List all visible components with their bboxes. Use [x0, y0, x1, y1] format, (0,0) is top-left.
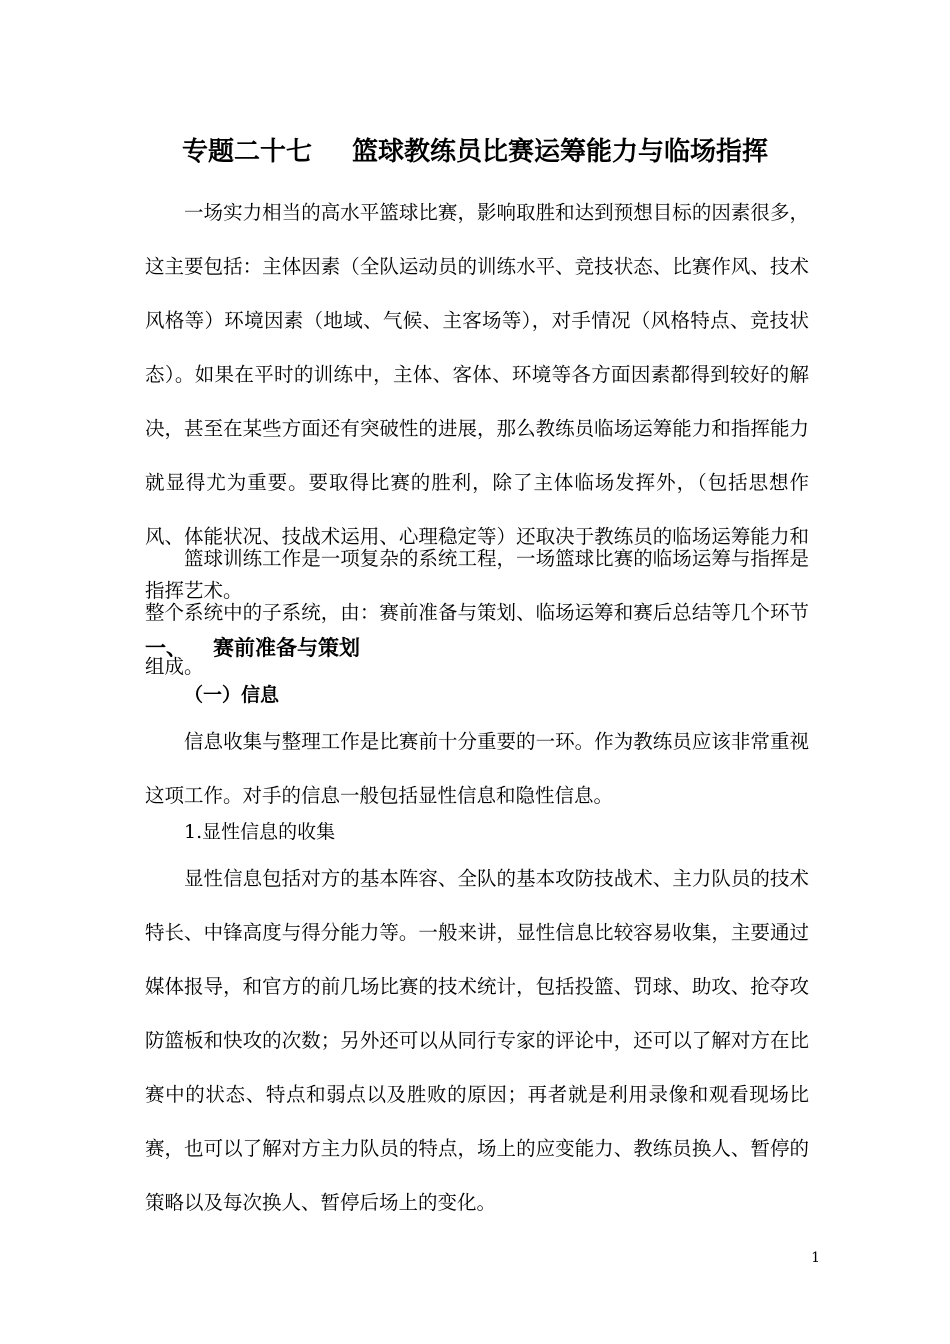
title-main: 篮球教练员比赛运筹能力与临场指挥 [352, 137, 769, 167]
paragraph-info: 信息收集与整理工作是比赛前十分重要的一环。作为教练员应该非常重视这项工作。对手的信息一般包括显性信息和隐性信息。 [145, 730, 809, 807]
section-number: 一、 [145, 636, 187, 660]
page-number: 1 [811, 1250, 820, 1266]
section-heading [145, 628, 360, 668]
paragraph-explicit-info: 显性信息包括对方的基本阵容、全队的基本攻防技战术、主力队员的技术特长、中锋高度与得分能力等。一般来讲，显性信息比较容易收集，主要通过媒体报导，和官方的前几场比赛的技术统计，包括投篮、罚球、助攻、抢夺攻防篮板和快攻的次数；另外还可以从同行专家的评论中，还可以了解对方在比赛中的状态、特点和弱点以及胜败的原因；再者就是利用录像和观看现场比赛，也可以了解对方主力队员的特点，场上的应变能力、教练员换人、暂停的策略以及每次换人、暂停后场上的变化。 [145, 867, 809, 1214]
document-title [0, 132, 950, 172]
paragraph-system: 篮球训练工作是一项复杂的系统工程，一场篮球比赛的临场运筹与指挥是整个系统中的子系统，由：赛前准备与策划、临场运筹和赛后总结等几个环节组成。 [145, 547, 809, 678]
item-heading: 1.显性信息的收集 [184, 821, 336, 843]
section-title: 赛前准备与策划 [213, 636, 360, 660]
paragraph-intro: 一场实力相当的高水平篮球比赛，影响取胜和达到预想目标的因素很多，这主要包括：主体因素（全队运动员的训练水平、竞技状态、比赛作风、技术风格等）环境因素（地域、气候、主客场等），对手情况（风格特点、竞技状态）。如果在平时的训练中，主体、客体、环境等各方面因素都得到较好的解决，甚至在某些方面还有突破性的进展，那么教练员临场运筹能力和指挥能力就显得尤为重要。要取得比赛的胜利，除了主体临场发挥外，（包括思想作风、体能状况、技战术运用、心理稳定等）还取决于教练员的临场运筹能力和指挥艺术。 [145, 201, 809, 602]
subsection-heading: （一）信息 [184, 684, 280, 706]
title-prefix: 专题二十七 [181, 137, 312, 167]
